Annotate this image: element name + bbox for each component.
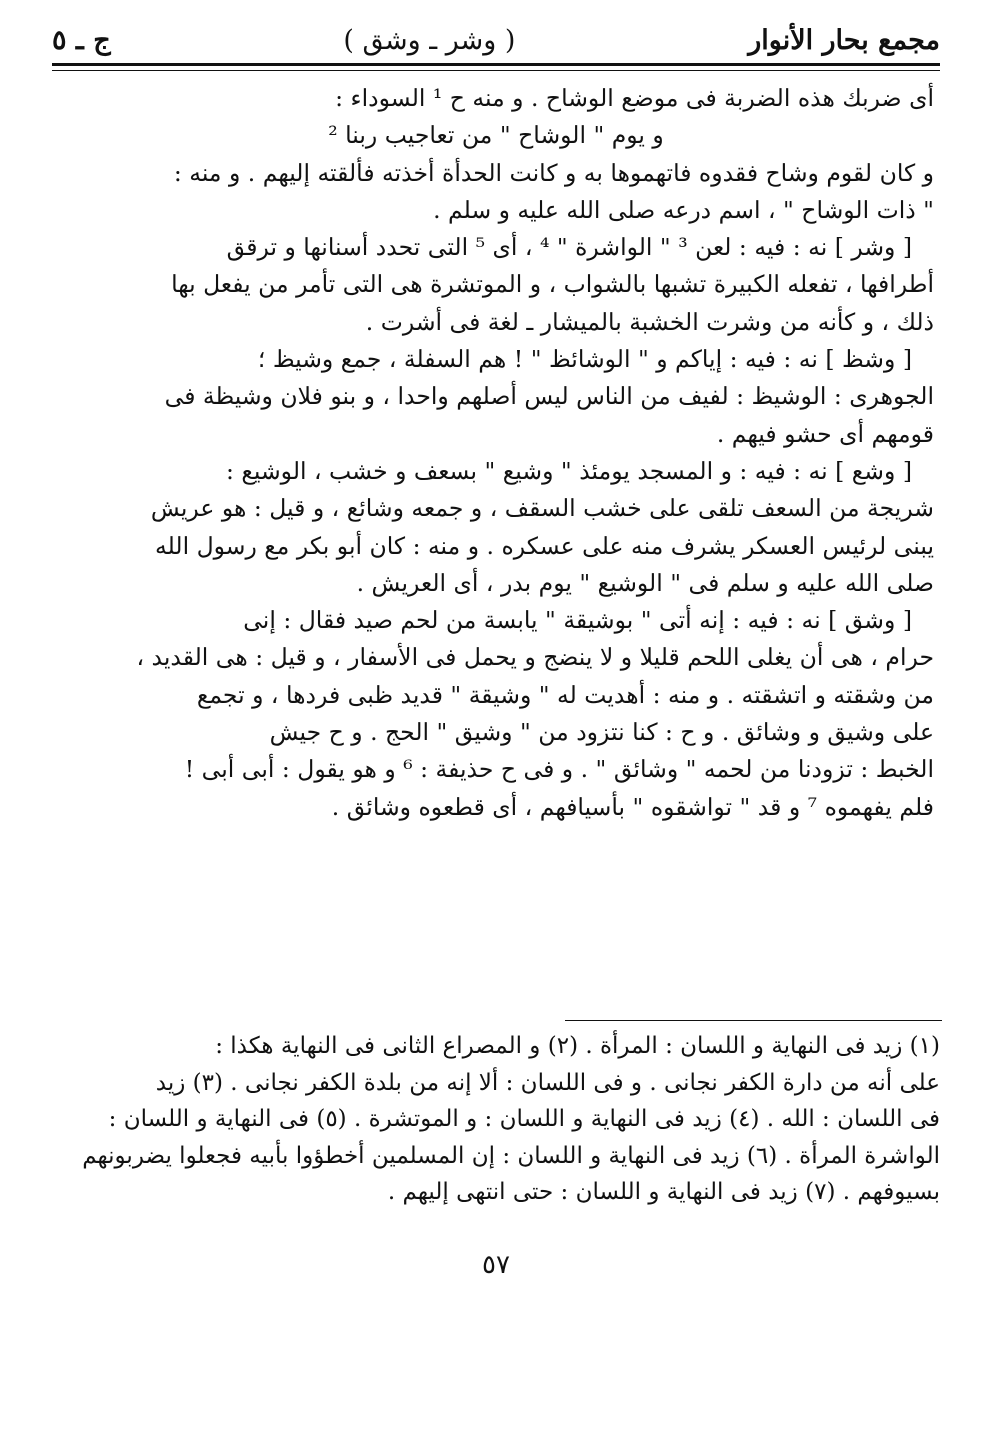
text-line: و كان لقوم وشاح فقدوه فاتهموها به و كانت الحدأة أخذته فألقته إليهم . و منه : (173, 158, 934, 187)
entry-line: [ وشظ ] نه : فيه : إياكم و " الوشائظ " ! هم السفلة ، جمع وشيظ ؛ (257, 345, 912, 374)
footnote-separator (565, 1020, 942, 1021)
text-line: أى ضربك هذه الضربة فى موضع الوشاح . و منه ح ¹ السوداء : (335, 84, 934, 112)
verse-line: و يوم " الوشاح " من تعاجيب ربنا ² (328, 121, 664, 150)
footnotes (58, 1028, 940, 1211)
text-line: صلى الله عليه و سلم فى " الوشيع " يوم بدر ، أى العريش . (356, 568, 934, 597)
entry-line: [ وشق ] نه : فيه : إنه أتى " بوشيقة " يابسة من لحم صيد فقال : إنى (243, 606, 912, 635)
text-line: على وشيق و وشائق . و ح : كنا نتزود من " وشيق " الحج . و ح جيش (269, 718, 934, 747)
running-header (52, 12, 940, 56)
text-line: فلم يفهموه ⁷ و قد " تواشقوه " بأسيافهم ، أى قطعوه وشائق . (331, 792, 934, 821)
header-volume: ج ـ ٥ (52, 25, 111, 56)
main-text (58, 80, 934, 826)
entry-line: [ وشر ] نه : فيه : لعن ³ " الواشرة " ⁴ ، أى ⁵ التى تحدد أسنانها و ترقق (226, 233, 912, 262)
text-line: شريجة من السعف تلقى على خشب السقف ، و جمعه وشائع ، و قيل : هو عريش (150, 494, 934, 523)
header-title: مجمع بحار الأنوار (748, 25, 940, 56)
page-number: ٥٧ (482, 1250, 510, 1280)
header-rule-thin (52, 70, 940, 71)
footnote-line: فى اللسان : الله . (٤) زيد فى النهاية و اللسان : و الموتشرة . (٥) فى النهاية و اللسان : (108, 1106, 940, 1133)
text-line: يبنى لرئيس العسكر يشرف منه على عسكره . و منه : كان أبو بكر مع رسول الله (155, 531, 934, 560)
entry-line: [ وشع ] نه : فيه : و المسجد يومئذ " وشيع " بسعف و خشب ، الوشيع : (226, 456, 912, 485)
text-line: أطرافها ، تفعله الكبيرة تشبها بالشواب ، و الموتشرة هى التى تأمر من يفعل بها (171, 270, 934, 299)
text-line: الخبط : تزودنا من لحمه " وشائق " . و فى ح حذيفة : ⁶ و هو يقول : أبى أبى ! (184, 755, 934, 784)
footnote-line: (١) زيد فى النهاية و اللسان : المرأة . (٢) و المصراع الثانى فى النهاية هكذا : (215, 1033, 940, 1059)
footnote-line: بسيوفهم . (٧) زيد فى النهاية و اللسان : حتى انتهى إليهم . (387, 1179, 940, 1206)
footnote-line: الواشرة المرأة . (٦) زيد فى النهاية و اللسان : إن المسلمين أخطؤوا بأبيه فجعلوا يضربونهم (82, 1142, 940, 1169)
footnote-line: على أنه من دارة الكفر نجانى . و فى اللسان : ألا إنه من بلدة الكفر نجانى . (٣) زيد (155, 1069, 940, 1096)
text-line: من وشقته و اتشقته . و منه : أهديت له " وشيقة " قديد ظبى فردها ، و تجمع (196, 680, 934, 709)
text-line: " ذات الوشاح " ، اسم درعه صلى الله عليه و سلم . (433, 195, 934, 224)
text-line: ذلك ، و كأنه من وشرت الخشبة بالميشار ـ لغة فى أشرت . (365, 307, 934, 336)
header-rule-thick (52, 63, 940, 66)
header-entry-range: ( وشر ـ وشق ) (343, 25, 516, 56)
text-line: حرام ، هى أن يغلى اللحم قليلا و لا ينضج و يحمل فى الأسفار ، و قيل : هى القديد ، (136, 643, 934, 672)
text-line: قومهم أى حشو فيهم . (716, 419, 934, 448)
text-line: الجوهرى : الوشيظ : لفيف من الناس ليس أصلهم واحدا ، و بنو فلان وشيظة فى (164, 382, 934, 411)
